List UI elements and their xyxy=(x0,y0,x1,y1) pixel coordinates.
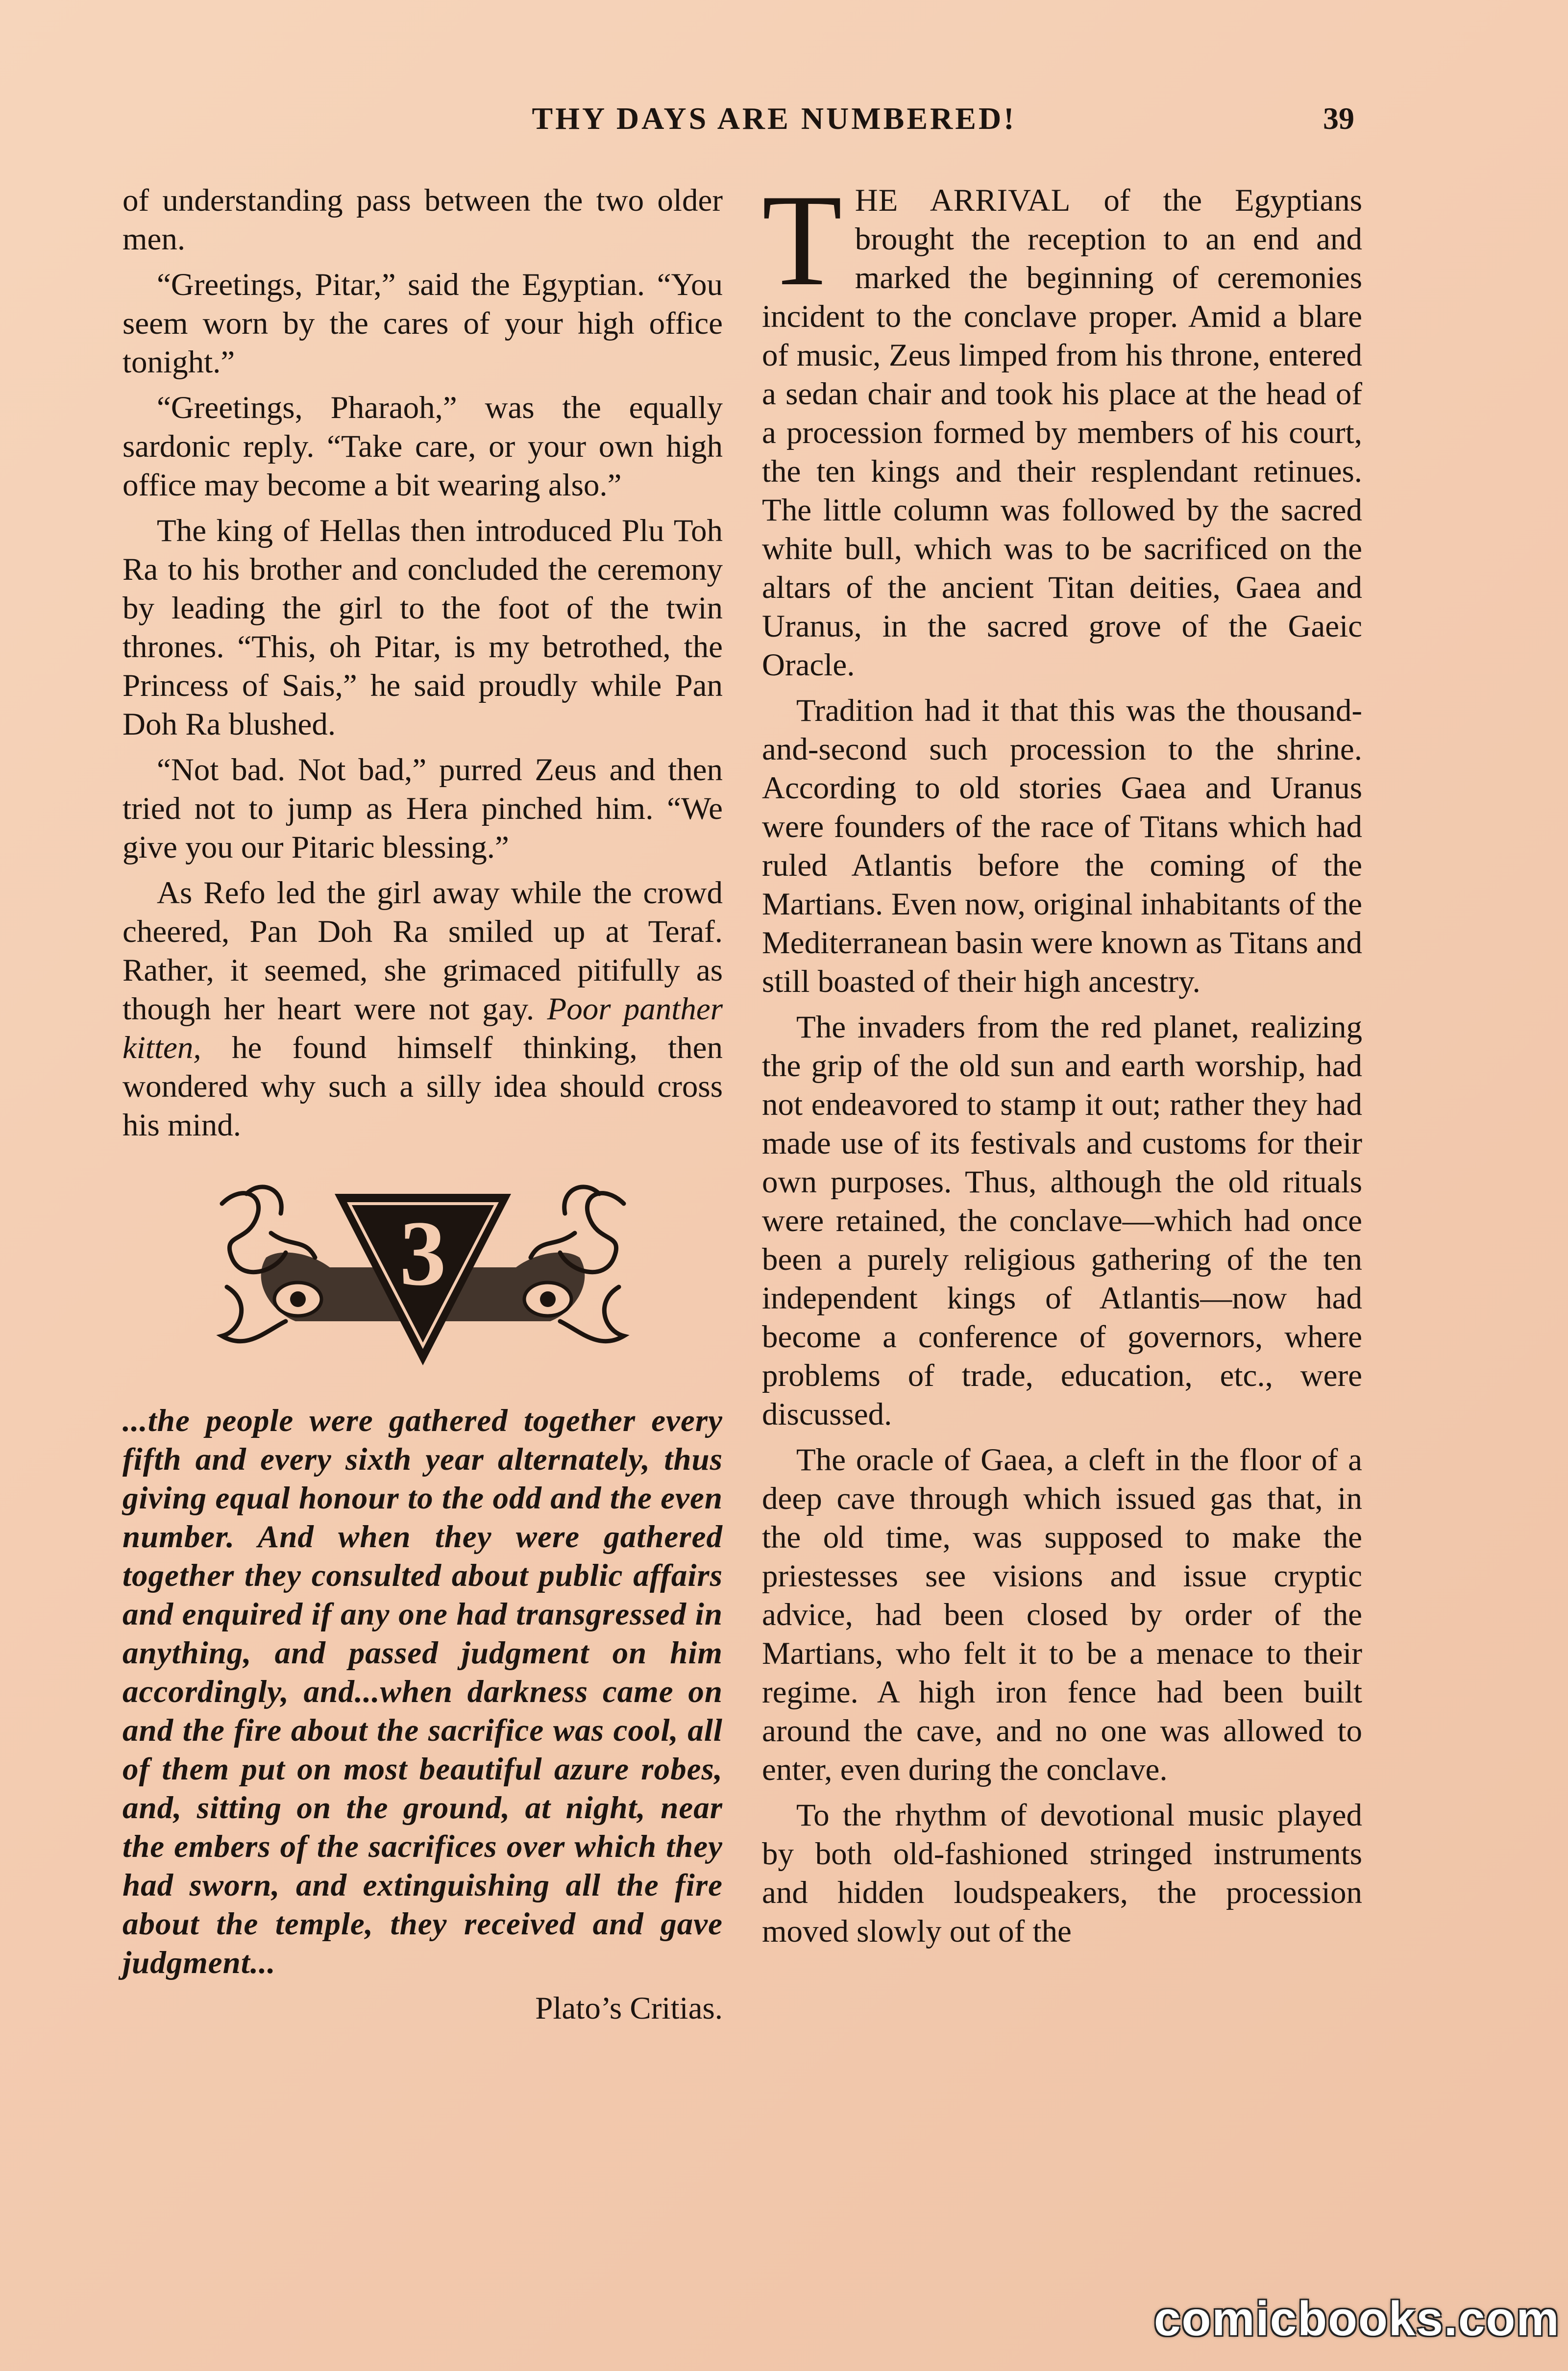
watermark: comicbooks.com xyxy=(1154,2292,1560,2346)
chapter-number: 3 xyxy=(399,1202,446,1305)
drop-cap: T xyxy=(762,167,842,313)
epigraph: ...the people were gathered together every fifth and every sixth year alternately, thus giving equal honour to the odd and the even number. And when they were gathered together they consulted about public affairs and enquired if any one had transgressed in anything, and passed judgment on him accordingly, and...when darkness came on and the fire about the sacrifice was cool, all of them put on most beautiful azure robes, and, sitting on the ground, at night, near the embers of the sacrifices over which they had sworn, and extinguishing all the fire about the temple, they received and gave judgment... xyxy=(122,1403,723,1980)
left-column xyxy=(122,181,723,2035)
paragraph: The king of Hellas then introduced Plu Toh Ra to his brother and concluded the ceremony by leading the girl to the foot of the twin thrones. “This, oh Pitar, is my betrothed, the Princess of Sais,” he said proudly while Pan Doh Ra blushed. xyxy=(122,513,723,742)
paragraph-text: of the Egyptians brought the reception to an end and marked the beginning of ceremonies incident to the conclave proper. Amid a blare of music, Zeus limped from his throne, entered a sedan chair and took his place at the head of a procession formed by members of his court, the ten kings and their resplendant retinues. The little column was followed by the sacred white bull, which was to be sacrificed on the altars of the ancient Titan deities, Gaea and Uranus, in the sacred grove of the Gaeic Oracle. xyxy=(762,183,1362,683)
right-column xyxy=(762,167,1362,1958)
paragraph: Tradition had it that this was the thousand-and-second such procession to the shrine. According to old stories Gaea and Uranus were founders of the race of Titans which had ruled Atlantis before the coming of the Martians. Even now, original inhabitants of the Mediterranean basin were known as Titans and still boasted of their high ancestry. xyxy=(762,693,1362,999)
paragraph: “Greetings, Pitar,” said the Egyptian. “You seem worn by the cares of your high office tonight.” xyxy=(122,267,723,380)
paragraph: “Not bad. Not bad,” purred Zeus and then tried not to jump as Hera pinched him. “We give you our Pitaric blessing.” xyxy=(122,752,723,865)
running-head-title: THY DAYS ARE NUMBERED! xyxy=(532,101,1017,136)
paragraph-italic-text: Poor panther kitten, xyxy=(122,991,723,1065)
paragraph: The invaders from the red planet, realizing the grip of the old sun and earth worship, had not endeavored to stamp it out; rather they had made use of its festivals and customs for their own purposes. Thus, although the old rituals were retained, the conclave—which had once been a purely religious gathering of the ten independent kings of Atlantis—now had become a conference of governors, where problems of trade, education, etc., were discussed. xyxy=(762,1010,1362,1432)
paragraph: of understanding pass between the two older men. xyxy=(122,183,723,257)
paragraph: “Greetings, Pharaoh,” was the equally sardonic reply. “Take care, or your own high office may become a bit wearing also.” xyxy=(122,390,723,503)
paragraph xyxy=(122,874,723,1145)
epigraph-source: Plato’s Critias. xyxy=(535,1991,723,2026)
paragraph: To the rhythm of devotional music played by both old-fashioned stringed instruments and hidden loudspeakers, the procession moved slowly out of the xyxy=(762,1798,1362,1949)
paragraph-text: he found himself thinking, then wondered why such a silly idea should cross his mind. xyxy=(122,1030,723,1143)
paragraph-text: As Refo led the girl away while the crowd cheered, Pan Doh Ra smiled up at Teraf. Rather, it seemed, she grimaced pitifully as though her heart were not gay. xyxy=(122,875,723,1027)
page-number: 39 xyxy=(1323,101,1354,136)
opening-paragraph xyxy=(762,167,1362,685)
chapter-ornament xyxy=(212,1174,634,1370)
lead-in: HE ARRIVAL xyxy=(855,183,1071,218)
paragraph: The oracle of Gaea, a cleft in the floor of a deep cave through which issued gas that, in the old time, was supposed to make the priestesses see visions and issue cryptic advice, had been closed by order of the Martians, who felt it to be a menace to their regime. A high iron fence had been built around the cave, and no one was allowed to enter, even during the conclave. xyxy=(762,1442,1362,1787)
